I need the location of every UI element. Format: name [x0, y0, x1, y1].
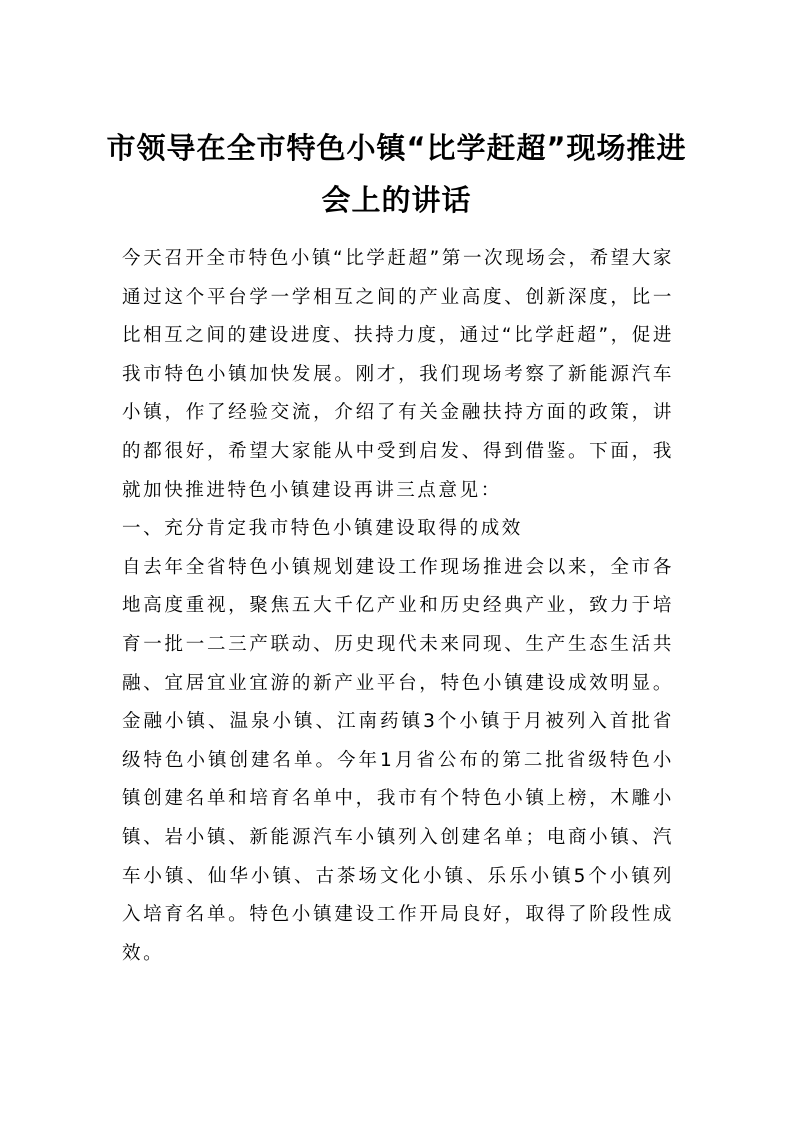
paragraph-intro: 今天召开全市特色小镇“比学赶超”第一次现场会，希望大家通过这个平台学一学相互之间的产业高度、创新深度，比一比相互之间的建设进度、扶持力度，通过“比学赶超”，促进我市特色小镇加快发展。刚才，我们现场考察了新能源汽车小镇，作了经验交流，介绍了有关金融扶持方面的政策，讲的都很好，希望大家能从中受到启发、得到借鉴。下面，我就加快推进特色小镇建设再讲三点意见： [122, 248, 674, 501]
document-title: 市领导在全市特色小镇“比学赶超”现场推进会上的讲话 [106, 131, 687, 217]
paragraph-achievements: 自去年全省特色小镇规划建设工作现场推进会以来，全市各地高度重视，聚焦五大千亿产业和历史经典产业，致力于培育一批一二三产联动、历史现代未来同现、生产生态生活共融、宜居宜业宜游的新产业平台，特色小镇建设成效明显。金融小镇、温泉小镇、江南药镇3个小镇于月被列入首批省级特色小镇创建名单。今年1月省公布的第二批省级特色小镇创建名单和培育名单中，我市有个特色小镇上榜，木雕小镇、岩小镇、新能源汽车小镇列入创建名单；电商小镇、汽车小镇、仙华小镇、古茶场文化小镇、乐乐小镇5个小镇列入培育名单。特色小镇建设工作开局良好，取得了阶段性成效。 [122, 556, 674, 964]
section-heading-1: 一、充分肯定我市特色小镇建设取得的成效 [122, 518, 523, 540]
document-body [122, 240, 674, 973]
